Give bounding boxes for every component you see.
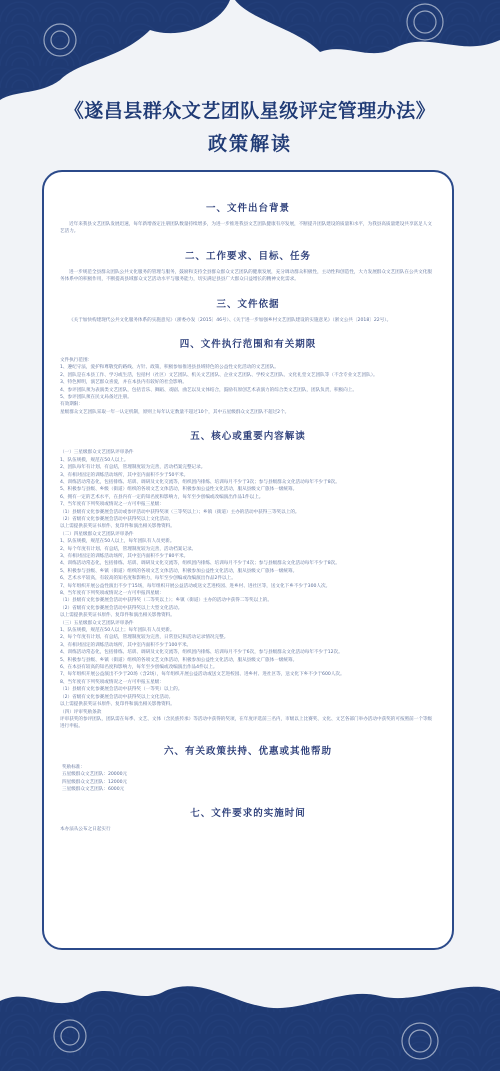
section-paragraph: 近年来我县文艺团队发展迅速，每年新增备定注册团队数量持续增多，为进一步推进我县文艺团队健康有序发展，不断提升团队建设的质量和水平，为我县高质量建设共享富足人文艺活力。 — [60, 222, 432, 235]
list-item: 1、队伍规模，规范在50人以上，每年团队有人员更新。 — [60, 539, 175, 545]
list-item: （三）五星级群众文艺团队评审条件 — [60, 620, 134, 626]
effective-date-text: 本办法从公布之日起实行 — [60, 827, 111, 833]
list-item: 5、参评团队须在民文局备过注册。 — [60, 395, 132, 401]
list-item: 5、积极参与县级、乡镇（街道）组织的各项文艺文体活动，积极参加公益性文化活动，服从县级文广旅体一级统筹。 — [60, 568, 298, 574]
list-item: 7、每年组织开展公益性演出不少于15场，每年组织开展公益活动或送文艺进校园、进乡村、进社区等，送文化下乡不少于300人次。 — [60, 583, 331, 589]
list-item: 评审获奖的参评团队，团队需在每季、文艺、文体（含民族传承）等活动中获得的奖项，在年度评选前三名内，市级以上比赛奖、文化、文艺各部门举办活动中获奖的可按照前一个等级进行申报。 — [60, 716, 433, 730]
list-item: 2、每个年度有计划、有总结，管理制度较为完善，活动档案记录。 — [60, 546, 197, 552]
list-item: 4、训练活动常态化，包括排练、培训、调研及文化交流等，组织团内排练、培训每月不少于3次；参与县级群众文化活动每年不少于8次。 — [60, 479, 340, 485]
list-item: （2）省级有文化参赛展会活动中获得奖以上大型文化活动。 — [60, 605, 183, 611]
list-item: （2）省级有文化参赛展会活动中获得奖以上文化活动。 — [60, 516, 174, 522]
list-item: 以上需提供获奖证书原件、复印件和演出相关影像资料。 — [60, 613, 175, 619]
scope-list — [60, 357, 436, 416]
content-card — [42, 170, 454, 950]
list-item: 1、队伍规模，规范在50人以上；每年团队有人员更新。 — [60, 628, 175, 634]
award-item: 三星级群众文艺团队：6000元 — [62, 786, 125, 792]
list-item: 8、当年度有下列奖项或情况之一方可申报四星级： — [60, 591, 164, 596]
list-item: （1）县级有文化参赛展会活动或参评活动中获得奖项（三等奖以上）；乡镇（街道）主办的活动中获得三等奖以上的。 — [60, 509, 300, 515]
section-heading-basis: 三、文件依据 — [216, 298, 280, 310]
section-heading-requirements: 二、工作要求、目标、任务 — [184, 250, 311, 262]
list-item: （1）县级有文化参赛展会活动中获得奖（二等奖以上）；乡镇（街道）主办的活动中获得二等奖以上的。 — [60, 598, 272, 604]
list-item: 有效期限： — [60, 402, 83, 408]
list-item: 2、团队是在本县工作、学习或生活，包括村（社区）文艺团队、机关文艺团队、企业文艺团队、学校文艺团队、文化礼堂文艺团队等（不含专业文艺团队）。 — [60, 372, 378, 378]
list-item: 7、当年度有下列奖项或情况之一方可申报三星级： — [60, 502, 164, 508]
list-item: 4、训练活动常态化，包括排练、培训、调研及文化交流等，组织团内排练、培训每月不少于6次，参与县级群众文化活动每年不少于12次。 — [60, 650, 343, 656]
list-item: 4、参评团队须为表演类文艺团队，包括音乐、舞蹈、戏剧、曲艺以及文体结合，鼓励有原创艺术表演力的综合类文艺团队，团队负责，积极向上。 — [60, 387, 357, 393]
list-item: 5、积极参与县级、乡级（街道）组织的各项文艺文体活动，积极参加公益性文化活动，服从县级文广旅体一级统筹。 — [60, 487, 298, 493]
award-title: 奖励标准： — [62, 764, 85, 770]
list-item: （2）省级有文化参赛展会活动中获得奖以上文化活动。 — [60, 694, 174, 700]
list-item: （一）三星级群众文艺团队评审条件 — [60, 450, 134, 456]
list-item: （四）评审奖励条款 — [60, 709, 102, 715]
award-list — [60, 764, 436, 794]
list-item: 6、在本县有较高的知名度和影响力，每年至少创编或改编演出作品4件以上。 — [60, 665, 218, 671]
wave-pattern-top — [0, 0, 500, 110]
list-item: 7、每年组织开展公益演出不少于20场（含2场），每年组织开展公益活动或送文艺进校园、进乡村、进社区等，送文化下乡不少于600人次。 — [60, 672, 345, 678]
section-paragraph: 《关于加快构建现代公共文化服务体系的实施意见》（浙委办发〔2015〕46号）、《关于进一步加强乡村文艺团队建设的实施意见》（浙文公共〔2018〕22号）。 — [69, 317, 392, 323]
list-item: 以上需提供获奖证书原件、复印件和演出相关影像资料。 — [60, 702, 175, 708]
list-item: 3、特色鲜明，演艺群众喜爱，并在本县内有较好的社会影响。 — [60, 380, 187, 386]
section-heading-core-content: 五、核心或重要内容解读 — [190, 431, 306, 443]
list-item: （1）县级有文化参赛展会活动中获得奖（一等奖）以上的。 — [60, 687, 183, 693]
award-item: 四星级群众文艺团队：12000元 — [62, 779, 128, 785]
list-item: 6、艺术水平较高，有较高的知名度和影响力，每年至少创编或改编演出作品2件以上。 — [60, 576, 236, 582]
list-item: 3、有相对固定的训练活动场所，其中室内面积不少于80平米。 — [60, 553, 189, 559]
list-item: 3、有相对固定的训练活动场所，其中室内面积不少于50平米。 — [60, 472, 189, 478]
list-item: 以上需提供获奖证书原件、复印件和演出相关影像资料。 — [60, 524, 175, 530]
section-heading-support: 六、有关政策扶持、优惠或其他帮助 — [163, 745, 332, 757]
section-heading-effective-date: 七、文件要求的实施时间 — [190, 808, 306, 820]
award-item: 五星级群众文艺团队：20000元 — [62, 772, 128, 778]
wave-pattern-bottom — [0, 946, 500, 1071]
section-paragraph: 进一步规范全县群众团队公共文化服务的管理与服务，鼓励和支持全县群众群众文艺团队的健康发展，充分调动群众积极性，主动性和创造性，大力发展群众文艺团队在公共文化服务体系中的积极作用，不断提高县域群众文艺活动水平与服务能力，切实满足县县广大群众日益增长的精神文化需求。 — [60, 269, 432, 283]
list-item: 1、遵纪守法，爱护和尊敬党的路线、方针、政策，积极参加推进县县域特色的公益性文化活动的文艺团队。 — [60, 365, 279, 371]
list-item: 3、有相对固定的训练活动场所，其中室内面积不少于100平米。 — [60, 642, 192, 648]
list-item: 2、团队每年有计划、有总结，管理制度较为完善，活动档案完整记录。 — [60, 465, 206, 471]
list-item: 8、当年度有下列奖项或情况之一方可申报五星级： — [60, 679, 164, 685]
core-content-list — [60, 449, 436, 730]
title-block — [0, 96, 500, 156]
list-item: 星级群众文艺团队采取一年一认定机制，原则上每年认定数量不超过10个，其中五星级群众文艺团队不超过2个。 — [60, 409, 290, 415]
page-title: 《遂昌县群众文艺团队星级评定管理办法》 — [64, 100, 436, 122]
section-heading-background: 一、文件出台背景 — [205, 203, 290, 214]
list-item: 4、训练活动常态化，包括排练、培训、调研及文化交流等，组织团内排练、培训每月不少于4次；参与县级群众文化活动每年不少于8次。 — [60, 561, 340, 567]
list-item: 文件执行范围： — [60, 358, 93, 364]
list-item: 6、拥有一定的艺术水平，在县内有一定的知名度和影响力，每年至少创编或改编演出作品1件以上。 — [60, 494, 264, 500]
list-item: 5、积极参与县级、乡镇（街道）组织的各项文艺文体活动，积极参加公益性文化活动，服从县级文广旅体一级统筹。 — [60, 657, 298, 663]
section-heading-scope: 四、文件执行范围和有关期限 — [179, 339, 317, 351]
list-item: （二）四星级群众文艺团队评审条件 — [60, 531, 134, 537]
list-item: 2、每个年度有计划、有总结，管理制度较为完善，日常登记和活动记录情况完整。 — [60, 635, 229, 641]
page-subtitle: 政策解读 — [207, 133, 292, 155]
list-item: 1、队伍规模，规范在50人以上。 — [60, 457, 129, 463]
